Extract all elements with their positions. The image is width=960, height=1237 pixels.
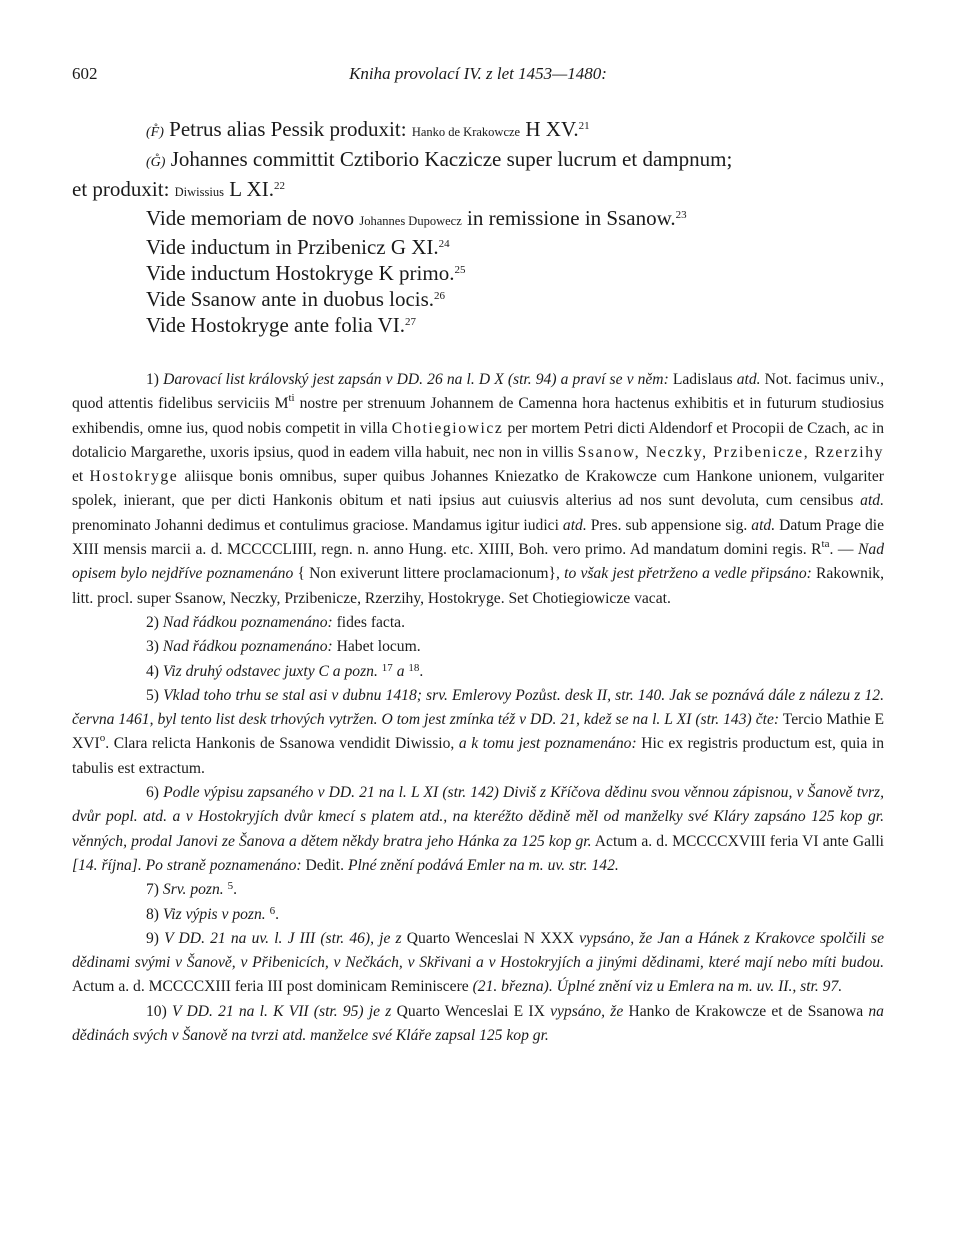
footnote-number: 5) [146, 686, 159, 704]
entry-line [72, 260, 884, 286]
note-italic: Darovací list královský jest zapsán v DD. 26 na l. D X (str. 94) a praví se v něm: [163, 371, 669, 388]
page-number: 602 [72, 64, 98, 83]
note-italic: [14. října]. Po straně poznamenáno: [72, 856, 302, 874]
entry-text: H XV. [525, 117, 579, 141]
entry-line [72, 205, 884, 234]
note-italic: atd. [562, 516, 587, 534]
note-ref-number: 6 [269, 904, 276, 917]
note-text: Datum Prage die XIII mensis marcii a. d. MCCCCLIIII, regn. n. anno Hung. etc. XIIII, Boh. vero primo. Ad mandatum domini regis. R [72, 516, 885, 559]
entry-line [72, 312, 884, 338]
note-text: fides facta. [336, 613, 406, 631]
note-ref-number: 18 [408, 661, 420, 674]
footnote-number: 4) [146, 662, 159, 680]
footnote-number: 9) [146, 929, 159, 947]
footnote-number: 8) [146, 905, 159, 923]
footnote-4 [72, 660, 884, 684]
note-superscript: ti [288, 392, 295, 405]
note-italic: atd. [860, 492, 884, 510]
entry-line [72, 286, 884, 312]
note-italic: atd. [736, 371, 761, 388]
note-text: . [419, 662, 424, 680]
note-text: Actum a. d. MCCCCXVIII feria VI ante Galli [594, 832, 885, 850]
entry-small-text: Diwissius [174, 185, 224, 199]
footnote-ref: 25 [454, 264, 466, 276]
main-text [72, 116, 884, 338]
note-ref-number: 17 [381, 661, 393, 674]
note-text: { Non exiverunt littere proclamacionum}, [297, 565, 560, 583]
footnotes [72, 368, 884, 1048]
entry-text: Vide memoriam de novo [146, 206, 355, 230]
entry-text: L XI. [229, 177, 274, 201]
footnote-3 [72, 635, 884, 659]
note-italic: a [396, 662, 405, 680]
note-text: . [275, 905, 280, 923]
footnote-ref: 22 [273, 180, 285, 192]
note-italic: atd. [751, 516, 776, 534]
note-italic: Vklad toho trhu se stal asi v dubnu 1418; srv. Emlerovy Pozůst. desk II, str. 140. Jak se poznává dále z nálezu z 12. června 1461, byl tento list desk trhových vytržen. O tom jest zmínka též v DD. 21, kdež se na l. L XI (str. 143) čte: [72, 686, 884, 729]
note-text: Rakownik, litt. procl. super Ssanow, Neczky, Przibenicze, Rzerzihy, Hostokryge. Set Chotiegiowicze vacat. [72, 565, 885, 607]
note-spaced-name: Hostokryge [89, 468, 179, 486]
note-text: Hic ex registris productum est, quia in tabulis est extractum. [72, 735, 884, 777]
note-text: Tercio Mathie E XVI [72, 711, 885, 753]
note-italic: Viz druhý odstavec juxty C a pozn. [162, 662, 378, 680]
note-text: aliisque bonis omnibus, super quibus Johannes Kniezatko de Krakowcze cum Hankone unionem, vulgariter spolek, inierant, que per dicti Hankonis obitum et nati ipsius aut cuiusvis alterius ad nos sunt devoluta, cum censibus [72, 468, 884, 510]
footnote-ref: 26 [434, 290, 446, 302]
entry-text: Johannes committit Cztiborio Kaczicze super lucrum et dampnum; [170, 147, 733, 171]
entry-line [72, 146, 884, 176]
note-italic: vypsáno, že Jan a Hánek z Krakovce spolčili se dědinami svými v Šanově, v Přibenicích, v Nečkách, v Skřivani a v Hostokryjích a jinými dědinami, které mají nebo míti budou. [72, 929, 885, 972]
entry-text: Petrus alias Pessik produxit: [169, 117, 407, 141]
note-text: prenominato Johanni dedimus et contulimus graciose. Mandamus igitur iudici [72, 516, 559, 534]
entry-text: in remissione in Ssanow. [467, 206, 676, 230]
note-text: Quarto Wenceslai E IX [396, 1002, 545, 1020]
note-italic: to však jest přetrženo a vedle připsáno: [564, 565, 812, 583]
entry-small-text: Johannes Dupowecz [359, 214, 462, 228]
note-superscript: ta [821, 538, 830, 551]
note-superscript: o [99, 732, 106, 745]
footnote-number: 2) [146, 613, 159, 631]
entry-text: et produxit: [72, 177, 170, 201]
footnote-ref: 21 [578, 120, 590, 132]
footnote-number: 10) [146, 1002, 167, 1020]
running-head: Kniha provolací IV. z let 1453—1480: [349, 64, 607, 83]
note-text: et [72, 468, 84, 486]
note-italic: Viz výpis v pozn. [162, 905, 266, 923]
note-italic: Plné znění podává Emler na m. uv. str. 142. [347, 856, 619, 874]
note-italic: (21. března). Úplné znění viz u Emlera na m. uv. II., str. 97. [472, 978, 843, 996]
note-italic: Nad řádkou poznamenáno: [162, 638, 333, 656]
footnote-ref: 23 [675, 209, 687, 221]
note-italic: V DD. 21 na uv. l. J III (str. 46), je z [164, 929, 402, 947]
note-italic: vypsáno, že [550, 1002, 624, 1020]
note-italic: na dědinách svých v Šanově na tvrzi atd. manželce své Kláře zapsal 125 kop gr. [72, 1002, 884, 1045]
entry-text: Vide Hostokryge ante folia VI. [146, 313, 406, 337]
entry-mark: (F̊) [146, 125, 164, 140]
note-italic: Nad řádkou poznamenáno: [162, 613, 333, 631]
footnote-8 [72, 903, 884, 927]
entry-text: Vide inductum in Przibenicz G XI. [146, 235, 439, 259]
note-text: Dedit. [305, 856, 345, 874]
note-text: per mortem Petri dicti Aldendorf et Procopii de Czach, ac in dotalicio Margarethe, uxoris ipsius, quod in eadem villa habuit, nec non in villis [72, 419, 885, 461]
note-text: nostre per strenuum Johannem de Camenna hora hactenus exhibitis et in futurum studiosius exhibendis, omne ius, quod nobis competit in villa [72, 395, 884, 437]
entry-line [72, 176, 884, 205]
note-italic: a k tomu jest poznamenáno: [458, 735, 637, 753]
note-italic: Nad opisem bylo nejdříve poznamenáno [72, 541, 884, 583]
note-text: . Clara relicta Hankonis de Ssanowa vendidit Diwissio, [105, 735, 455, 753]
footnote-number: 1) [146, 371, 159, 388]
note-ref-number: 5 [227, 880, 234, 893]
note-italic: Podle výpisu zapsaného v DD. 21 na l. L XI (str. 142) Diviš z Kříčova dědinu svou věnnou zápisnou, v Šanově tvrz, dvůr popl. atd. a v Hostokryjích dvůr kmecí s platem atd., na kteréžto dědině měl od manželky své Kláry zapsáno 125 kop gr. věnných, prodal Janovi ze Šanova a dětem někdy bratra jeho Hánka za 125 kop gr. [72, 784, 884, 850]
entry-line [72, 116, 884, 146]
note-text: . — [829, 541, 854, 559]
note-text: Quarto Wenceslai N XXX [406, 929, 574, 947]
entry-text: Vide inductum Hostokryge K primo. [146, 261, 455, 285]
footnote-10 [72, 1000, 884, 1049]
note-text: Not. facimus univ., quod attentis fidelibus serviciis M [72, 371, 884, 413]
note-text: . [233, 881, 238, 899]
note-italic: Srv. pozn. [162, 881, 224, 899]
note-text: Pres. sub appensione sig. [590, 516, 748, 534]
footnote-number: 6) [146, 784, 159, 802]
entry-text: Vide Ssanow ante in duobus locis. [146, 287, 435, 311]
entry-line [72, 234, 884, 260]
document-page [72, 58, 884, 1048]
page-header [72, 58, 884, 88]
note-text: Actum a. d. MCCCCXIII feria III post dominicam Reminiscere [72, 978, 469, 996]
note-text: Ladislaus [672, 371, 733, 388]
footnote-5 [72, 684, 884, 781]
note-spaced-name: Chotiegiowicz [391, 419, 504, 437]
footnote-7 [72, 878, 884, 902]
footnote-6 [72, 781, 884, 878]
footnote-2 [72, 611, 884, 635]
footnote-9 [72, 927, 884, 1000]
footnote-1 [72, 368, 884, 611]
footnote-ref: 27 [405, 316, 417, 328]
footnote-ref: 24 [438, 238, 450, 250]
note-text: Hanko de Krakowcze et de Ssanowa [628, 1002, 864, 1020]
footnote-number: 3) [146, 638, 159, 656]
note-spaced-name: Ssanow, Neczky, Przibenicze, Rzerzihy [577, 443, 884, 461]
note-text: Habet locum. [336, 638, 421, 656]
entry-small-text: Hanko de Krakowcze [411, 125, 521, 139]
note-italic: V DD. 21 na l. K VII (str. 95) je z [172, 1002, 392, 1020]
entry-mark: (G̊) [146, 155, 166, 170]
footnote-number: 7) [146, 881, 159, 899]
